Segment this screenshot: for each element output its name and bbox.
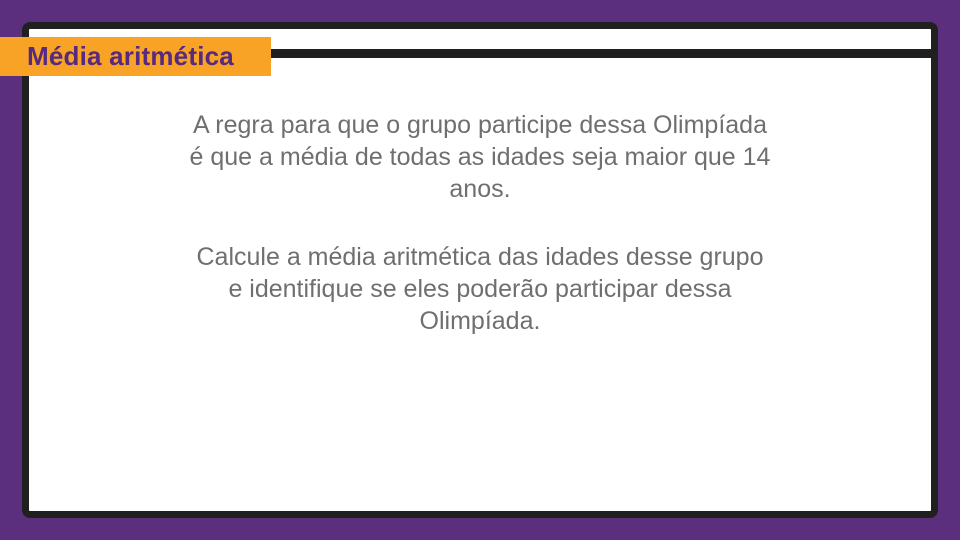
slide-title: Média aritmética	[27, 41, 234, 71]
text-line: Calcule a média aritmética das idades desse grupo	[196, 243, 764, 271]
text-line: anos.	[449, 175, 511, 203]
text-line: é que a média de todas as idades seja maior que 14	[189, 143, 771, 171]
task-paragraph	[0, 241, 960, 337]
text-line: e identifique se eles poderão participar dessa	[228, 275, 732, 303]
rule-paragraph	[0, 109, 960, 205]
text-line: A regra para que o grupo participe dessa Olimpíada	[193, 111, 767, 139]
slide-body-text	[0, 109, 960, 337]
slide-title-label	[0, 37, 271, 76]
text-line: Olimpíada.	[419, 307, 541, 335]
